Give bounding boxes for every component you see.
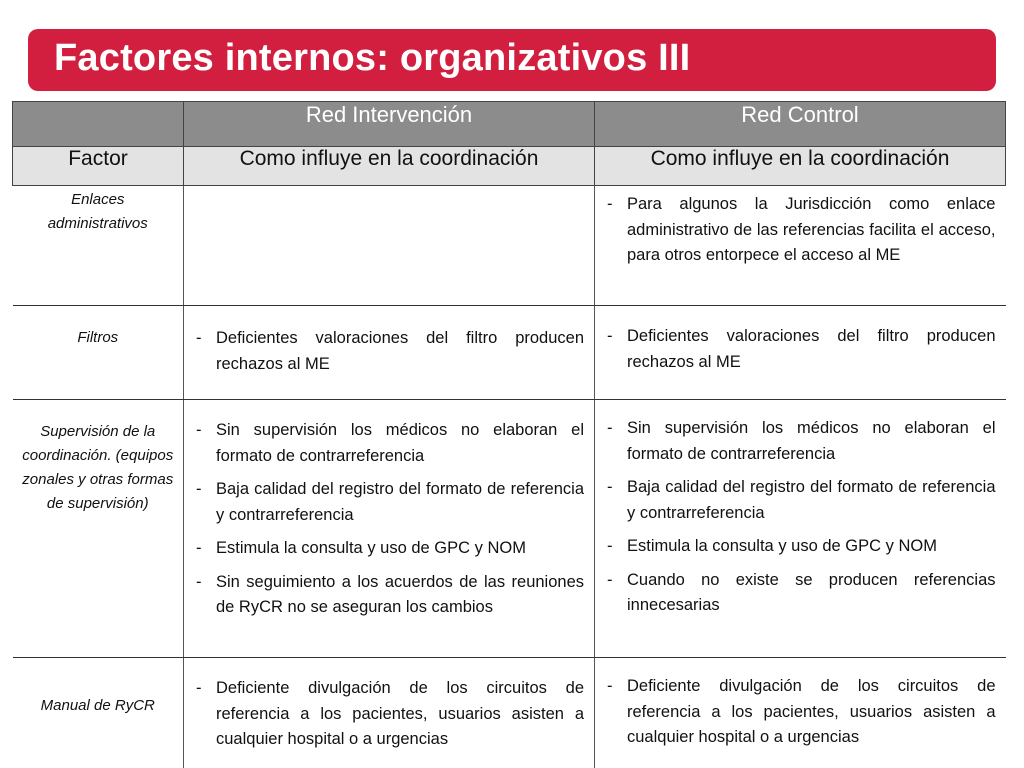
slide-title: Factores internos: organizativos III	[54, 37, 691, 79]
list-item: - Deficientes valoraciones del filtro producen rechazos al ME	[607, 324, 996, 375]
list-item: - Sin supervisión los médicos no elaboran el formato de contrarreferencia	[196, 418, 584, 469]
factor-cell	[13, 400, 184, 658]
factor-label: Filtros	[77, 329, 119, 346]
factor-label: Supervisión de la coordinación. (equipos zonales y otras formas de supervisión)	[22, 423, 174, 512]
header-row-columns	[13, 147, 1006, 186]
factor-label: Manual de RyCR	[40, 697, 155, 714]
table-row	[13, 400, 1006, 658]
coordination-table	[12, 101, 1006, 768]
list-item: - Deficiente divulgación de los circuitos de referencia a los pacientes, usuarios asisten a cualquier hospital o a urgencias	[196, 676, 584, 753]
header-red-control: Red Control	[595, 102, 1006, 147]
list-item: - Cuando no existe se producen referencias innecesarias	[607, 568, 996, 619]
header-influence-intervencion: Como influye en la coordinación	[184, 147, 595, 186]
list-item: - Sin seguimiento a los acuerdos de las reuniones de RyCR no se aseguran los cambios	[196, 570, 584, 621]
intervencion-cell	[184, 400, 595, 658]
title-bar	[28, 29, 996, 91]
table-row	[13, 306, 1006, 400]
intervencion-cell	[184, 658, 595, 768]
factor-cell	[13, 306, 184, 400]
header-row-networks	[13, 102, 1006, 147]
list-item: - Deficiente divulgación de los circuitos de referencia a los pacientes, usuarios asisten a cualquier hospital o a urgencias	[607, 674, 996, 751]
control-cell	[595, 186, 1006, 306]
list-item: - Estimula la consulta y uso de GPC y NOM	[607, 534, 996, 560]
header-red-intervencion: Red Intervención	[184, 102, 595, 147]
control-cell	[595, 306, 1006, 400]
header-influence-control: Como influye en la coordinación	[595, 147, 1006, 186]
table-row	[13, 658, 1006, 768]
list-item: - Para algunos la Jurisdicción como enlace administrativo de las referencias facilita el acceso, para otros entorpece el acceso al ME	[607, 192, 996, 269]
list-item: - Baja calidad del registro del formato de referencia y contrarreferencia	[196, 477, 584, 528]
list-item: - Baja calidad del registro del formato de referencia y contrarreferencia	[607, 475, 996, 526]
factor-cell	[13, 186, 184, 306]
list-item: - Sin supervisión los médicos no elaboran el formato de contrarreferencia	[607, 416, 996, 467]
list-item: - Deficientes valoraciones del filtro producen rechazos al ME	[196, 326, 584, 377]
control-cell	[595, 400, 1006, 658]
control-cell	[595, 658, 1006, 768]
table-row	[13, 186, 1006, 306]
intervencion-cell	[184, 186, 595, 306]
list-item: - Estimula la consulta y uso de GPC y NOM	[196, 536, 584, 562]
header-factor: Factor	[13, 147, 184, 186]
factor-label: Enlaces administrativos	[47, 191, 148, 232]
intervencion-cell	[184, 306, 595, 400]
header-empty-cell	[13, 102, 184, 147]
factor-cell	[13, 658, 184, 768]
